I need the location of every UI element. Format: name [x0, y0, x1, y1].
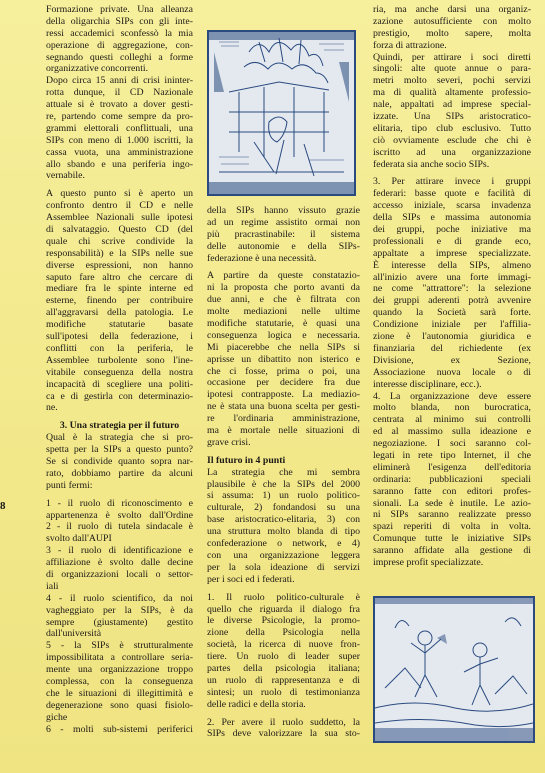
- text-line: ne.: [46, 402, 58, 414]
- text-line: singoli: alte quote annue o para-: [373, 63, 531, 75]
- text-line: molte mediazioni nelle ultime: [207, 306, 360, 318]
- text-line: modifiche statutarie, è quasi una: [207, 318, 360, 330]
- text-line: due anni, e che è filtrata con: [207, 294, 360, 306]
- text-line: ria, ma anche darsi una organiz-: [373, 4, 531, 15]
- text-line: delle autonomie e della SIPs-: [207, 240, 360, 252]
- text-line: occasione per decidere fra due: [207, 377, 360, 389]
- fire-scene-engraving-icon: [209, 32, 354, 194]
- text-line: re, partendo come sempre da pro-: [46, 111, 193, 123]
- text-line: 4 - il ruolo scientifico, da noi: [46, 592, 193, 604]
- text-line: federari: basse quote e facilità di: [373, 188, 531, 200]
- text-line: vagheggiato per la SIPs, è da: [46, 604, 193, 616]
- text-line: SIPs deve valorizzare la sua sto-: [207, 728, 360, 740]
- text-line: di organizzazioni locali o settor-: [46, 568, 193, 580]
- text-line: Il futuro in 4 punti: [207, 454, 286, 466]
- text-line: per la sola ideazione di servizi: [207, 561, 360, 573]
- text-line: società, la ricerca di nuove fron-: [207, 639, 360, 651]
- text-line: Assemblee turbolente sono l'ine-: [46, 354, 193, 366]
- text-line: delle radici e della storia.: [207, 698, 306, 710]
- text-line: Quindi, per attirare i soci diretti: [373, 51, 531, 63]
- text-line: organizzative concorrenti.: [46, 63, 149, 75]
- text-line: mediare fra le spinte interne ed: [46, 283, 193, 295]
- text-line: accesso iniziale, scarsa invadenza: [373, 200, 531, 212]
- text-line: culturale, 2) fondandosi su una: [207, 502, 360, 514]
- text-line: È interesse della SIPs, almeno: [373, 259, 531, 271]
- text-line: responsabilità) e la SIPs nelle sue: [46, 247, 193, 259]
- text-line: 6 - molti sub-sistemi periferici: [46, 723, 193, 735]
- text-line: federazione è una necessità.: [207, 252, 317, 264]
- text-line: iali: [46, 580, 59, 592]
- text-line: quello che riguarda il dialogo fra: [207, 603, 360, 615]
- text-line: quando la Società sarà forte.: [373, 307, 531, 319]
- text-line: vitabile conseguenza della nostra: [46, 366, 193, 378]
- text-line: per i soci ed i federati.: [207, 573, 295, 585]
- text-line: 3. Per attirare invece i gruppi: [373, 176, 531, 188]
- text-line: dall'università: [46, 628, 102, 640]
- text-line: Formazione private. Una alleanza: [46, 4, 193, 15]
- text-line: centrata al minimo sui controlli: [373, 414, 531, 426]
- text-line: 1. Il ruolo politico-culturale è: [207, 591, 360, 603]
- text-line: dei gruppi, poche iniziative ma: [373, 224, 531, 236]
- text-line: federata sia anche socio SIPs.: [373, 158, 490, 170]
- text-line: diverse espressioni, non hanno: [46, 259, 193, 271]
- text-line: degenerazione sono quasi fisiolo-: [46, 699, 193, 711]
- text-line: operazione di aggregazione, con-: [46, 39, 193, 51]
- text-line: A partire da queste constatazio-: [207, 270, 360, 282]
- text-line: punti fermi:: [46, 479, 93, 491]
- text-line: esterne, finendo per contribuire: [46, 295, 193, 307]
- text-line: allo sbando e una periferia ingo-: [46, 158, 193, 170]
- text-line: saputo fare altro che cercare di: [46, 271, 193, 283]
- text-line: dei gruppi aderenti potrà avvenire: [373, 295, 531, 307]
- text-line: base aristocratico-elitaria, 3) con: [207, 514, 360, 526]
- text-line: svolto dall'AUPI: [46, 533, 112, 545]
- text-line: saranno affidate alla gestione di: [373, 545, 531, 557]
- text-line: Divisione, ex Sezione,: [373, 354, 531, 366]
- text-line: 5 - la SIPs è strutturalmente: [46, 640, 193, 652]
- text-line: zione è l'autonomia giuridica e: [373, 331, 531, 343]
- text-line: plausibile è che la SIPs del 2000: [207, 478, 360, 490]
- illustration-fire-scene: [207, 30, 356, 196]
- text-line: mente una organizzazione troppo: [46, 664, 193, 676]
- text-line: Mi piacerebbe che nella SIPs si: [207, 341, 360, 353]
- text-line: affiliazione è svolto dalle decine: [46, 557, 193, 569]
- text-line: rato, dobbiamo partire da alcuni: [46, 467, 193, 479]
- text-line: che le situazioni di illegittimità e: [46, 687, 193, 699]
- text-line: conseguenza logica e necessaria.: [207, 329, 360, 341]
- text-line: interesse disciplinare, ecc.).: [373, 378, 482, 390]
- text-line: negoziazione. I soci saranno col-: [373, 438, 531, 450]
- text-line: le diverse Psicologie, la promo-: [207, 615, 360, 627]
- text-line: zione della Psicologia nella: [207, 627, 360, 639]
- text-line: sionali. La sede è inutile. Le azio-: [373, 497, 531, 509]
- text-line: confederazione o network, e 4): [207, 538, 360, 550]
- text-line: ca e di gestirla con determinazio-: [46, 390, 193, 402]
- text-column-1: [46, 4, 193, 735]
- text-line: molto blanda, non burocratica,: [373, 402, 531, 414]
- text-line: Se si condivide quanto sopra nar-: [46, 455, 193, 467]
- text-line: conflitti con la periferia, le: [46, 342, 193, 354]
- text-line: izzate. Una SIPs aristocratico-: [373, 111, 531, 123]
- text-line: all'aggravarsi della patologia. Le: [46, 307, 193, 319]
- text-line: 1 - il ruolo di riconoscimento e: [46, 497, 193, 509]
- text-column-2: [207, 205, 360, 740]
- text-line: quale chi scrive condivide la: [46, 235, 193, 247]
- text-line: ed al massimo sulla ideazione e: [373, 426, 531, 438]
- text-line: incapacità di scegliere una politi-: [46, 378, 193, 390]
- text-line: prestigio, molto sapere, molta: [373, 27, 531, 39]
- text-line: metri molto severi, pochi servizi: [373, 75, 531, 87]
- text-line: ni la proposta che porto avanti da: [207, 282, 360, 294]
- text-line: A questo punto si è aperto un: [46, 188, 193, 200]
- text-line: SIPs con meno di 1.000 iscritti, la: [46, 134, 193, 146]
- text-line: cassa vuota, una amministrazione: [46, 146, 193, 158]
- text-line: vernabile.: [46, 170, 85, 182]
- text-line: partes della psicologia italiana;: [207, 662, 360, 674]
- text-line: elitaria, tipo club esclusivo. Tutto: [373, 122, 531, 134]
- text-line: grammi elettorali conflittuali, una: [46, 122, 193, 134]
- text-line: della SIPs e massima autonomia: [373, 212, 531, 224]
- text-line: ne come "attrattore": la selezione: [373, 283, 531, 295]
- text-line: si assuma: 1) un ruolo politico-: [207, 490, 360, 502]
- text-line: un ruolo di rappresentanza e di: [207, 674, 360, 686]
- text-line: re l'ordinaria amministrazione,: [207, 413, 360, 425]
- text-line: confronto dentro il CD e nelle: [46, 200, 193, 212]
- text-line: Dopo circa 15 anni di crisi ininter-: [46, 75, 193, 87]
- text-line: spazi reperiti di volta in volta.: [373, 521, 531, 533]
- text-line: più pracrastinabile: il sistema: [207, 228, 360, 240]
- text-line: La strategia che mi sembra: [207, 466, 360, 478]
- text-line: Comunque tutte le iniziative SIPs: [373, 533, 531, 545]
- illustration-countryside-figures: [373, 596, 535, 743]
- text-line: ciò ovviamente esclude che chi è: [373, 134, 531, 146]
- text-line: ressi accademici sconfessò la mia: [46, 27, 193, 39]
- text-line: che ci fosse, prima o poi, una: [207, 365, 360, 377]
- text-line: rotta dunque, il CD Nazionale: [46, 87, 193, 99]
- text-line: sempre (giustamente) gestito: [46, 616, 193, 628]
- text-line: sintesi; un ruolo di testimonianza: [207, 686, 360, 698]
- text-line: zazione autosufficiente con molto: [373, 15, 531, 27]
- text-line: saranno fatte con editori profes-: [373, 485, 531, 497]
- text-line: della SIPs hanno vissuto grazie: [207, 205, 360, 216]
- text-line: ad un regime assistito ormai non: [207, 216, 360, 228]
- text-line: Condizione iniziale per l'affilia-: [373, 319, 531, 331]
- text-line: finanziaria del richiedente (ex: [373, 342, 531, 354]
- text-line: una struttura molto blanda di tipo: [207, 526, 360, 538]
- text-line: con una organizzazione leggera: [207, 549, 360, 561]
- text-line: 4. La organizzazione deve essere: [373, 390, 531, 402]
- text-line: 2. Per avere il ruolo suddetto, la: [207, 716, 360, 728]
- text-line: modifiche statutarie basate: [46, 319, 193, 331]
- text-line: di salvataggio. Questo CD (del: [46, 224, 193, 236]
- text-column-3: [373, 4, 531, 569]
- text-line: ordinaria: pubblicazioni speciali: [373, 473, 531, 485]
- text-line: ma è mortale nelle situazioni di: [207, 425, 360, 437]
- text-line: Assemblee Nazionali sulle ipotesi: [46, 212, 193, 224]
- text-line: impossibilitata a controllare seria-: [46, 652, 193, 664]
- text-line: eliminerà l'esigenza dell'editoria: [373, 461, 531, 473]
- text-line: Qual è la strategia che si pro-: [46, 432, 193, 444]
- text-line: tiere. Un ruolo di leader super: [207, 651, 360, 663]
- text-line: spetta per la SIPs a questo punto?: [46, 444, 193, 456]
- text-line: professionali e di grande eco,: [373, 235, 531, 247]
- text-line: forza di attrazione.: [373, 39, 447, 51]
- text-line: 3. Una strategia per il futuro: [59, 420, 180, 432]
- text-line: grave crisi.: [207, 436, 251, 448]
- text-line: ni SIPs saranno realizzate presso: [373, 509, 531, 521]
- text-line: segnando questi colleghi a forme: [46, 51, 193, 63]
- text-line: giche: [46, 711, 68, 723]
- text-line: Associazione nuova locale o di: [373, 366, 531, 378]
- text-line: 3 - il ruolo di identificazione e: [46, 545, 193, 557]
- text-line: appaltate a imprese specializzate.: [373, 247, 531, 259]
- text-line: nale, appaltati ad imprese special-: [373, 99, 531, 111]
- text-line: ma di qualità altamente professio-: [373, 87, 531, 99]
- text-line: appartenenza è svolto dall'Ordine: [46, 509, 193, 521]
- text-line: imprese profit specializzate.: [373, 556, 484, 568]
- text-line: complessa, con la conseguenza: [46, 675, 193, 687]
- text-line: sull'ipotesi della federazione, i: [46, 331, 193, 343]
- text-line: aprisse un dibattito non isterico e: [207, 353, 360, 365]
- text-line: iscritto ad una organizzazione: [373, 146, 531, 158]
- text-line: ne è stata una buona scelta per gesti-: [207, 401, 360, 413]
- text-line: all'inizio avere una forte immagi-: [373, 271, 531, 283]
- text-line: della oligarchia SIPs con gli inte-: [46, 15, 193, 27]
- page-number: 8: [0, 500, 6, 512]
- text-line: 2 - il ruolo di tutela sindacale è: [46, 521, 193, 533]
- text-line: attuale si è trovato a dover gesti-: [46, 99, 193, 111]
- text-line: ipotesi contrapposte. La mediazio-: [207, 389, 360, 401]
- text-line: legati in rete tipo Internet, il che: [373, 449, 531, 461]
- countryside-figures-engraving-icon: [375, 598, 533, 741]
